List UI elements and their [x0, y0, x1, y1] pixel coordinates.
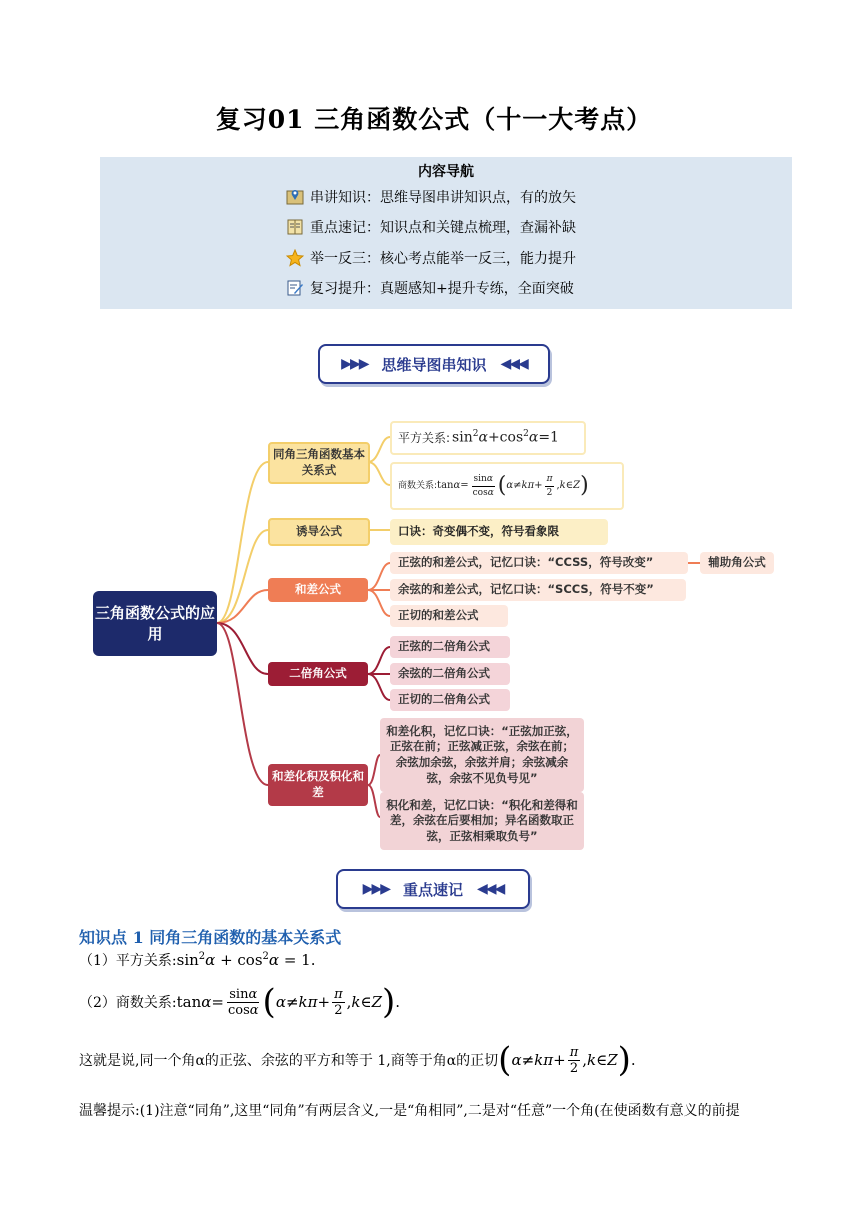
explanation-paragraph: 这就是说,同一个角α的正弦、余弦的平方和等于 1,商等于角α的正切 ( α ≠ kπ + $\frac{\pi}{2}$ , k ∈ Z ) .: [79, 1040, 636, 1080]
nav-item: 举一反三：核心考点能举一反三，能力提升: [286, 247, 576, 269]
branch-sum-diff: 和差公式: [268, 578, 368, 602]
leaf-tangent-double: 正切的二倍角公式: [390, 689, 510, 711]
leaf-tangent-sum-diff: 正切的和差公式: [390, 605, 508, 627]
tip-paragraph: 温馨提示:(1)注意“同角”,这里“同角”有两层含义,一是“角相同”,二是对“任意”一个角(在使函数有意义的前提: [79, 1103, 740, 1119]
page-title: 复习01 三角函数公式（十一大考点）: [215, 105, 653, 134]
nav-item: 串讲知识：思维导图串讲知识点，有的放矢: [286, 186, 576, 208]
leaf-auxiliary-angle: 辅助角公式: [700, 552, 774, 574]
leaf-sine-double: 正弦的二倍角公式: [390, 636, 510, 658]
leaf-product-to-sum: 积化和差，记忆口诀：“积化和差得和差，余弦在后要相加；异名函数取正弦，正弦相乘取负号”: [380, 792, 584, 850]
triple-right-arrow-icon: ▶▶▶: [341, 356, 368, 372]
branch-double-angle: 二倍角公式: [268, 662, 368, 686]
nav-item: 重点速记：知识点和关键点梳理，查漏补缺: [286, 216, 576, 238]
leaf-sine-sum-diff: 正弦的和差公式，记忆口诀：“CCSS，符号改变”: [390, 552, 688, 574]
nav-item: 复习提升：真题感知+提升专练，全面突破: [286, 277, 574, 299]
leaf-sum-to-product: 和差化积，记忆口诀：“正弦加正弦，正弦在前；正弦减正弦，余弦在前；余弦加余弦，余弦并肩；余弦减余弦，余弦不见负号见”: [380, 718, 584, 792]
triple-right-arrow-icon: ▶▶▶: [362, 881, 389, 897]
quotient-relation-line: （2）商数关系: tan α = $\frac{\sin\alpha}{\cos\alpha}$ ( α ≠ kπ + $\frac{\pi}{2}$ , k ∈ Z ) .: [79, 982, 401, 1022]
triple-left-arrow-icon: ◀◀◀: [500, 356, 527, 372]
square-relation-line: （1）平方关系$:\sin^2\alpha + \cos^2\alpha = 1$.: [79, 951, 316, 969]
leaf-square-relation: 平方关系: $\sin^2\alpha+\cos^2\alpha=1$: [390, 421, 586, 455]
nav-heading: 内容导航: [418, 164, 474, 180]
branch-induction: 诱导公式: [268, 518, 370, 546]
leaf-induction-rhyme: 口诀：奇变偶不变，符号看象限: [390, 519, 608, 545]
leaf-cosine-double: 余弦的二倍角公式: [390, 663, 510, 685]
triple-left-arrow-icon: ◀◀◀: [477, 881, 504, 897]
leaf-quotient-relation: 商数关系: tan α = $\frac{\sin\alpha}{\cos\alpha}$ ( α ≠ kπ + $\frac{\pi}{2}$ , k ∈ Z ): [390, 462, 624, 510]
mindmap-banner: ▶▶▶ 思维导图串知识 ◀◀◀: [318, 344, 550, 384]
section-heading: 知识点 1 同角三角函数的基本关系式: [79, 928, 342, 947]
keypoints-banner: ▶▶▶ 重点速记 ◀◀◀: [336, 869, 530, 909]
branch-sum-product: 和差化积及积化和差: [268, 764, 368, 806]
mindmap-root: 三角函数公式的应用: [93, 591, 217, 656]
branch-same-angle: 同角三角函数基本关系式: [268, 442, 370, 484]
leaf-cosine-sum-diff: 余弦的和差公式，记忆口诀：“SCCS，符号不变”: [390, 579, 686, 601]
